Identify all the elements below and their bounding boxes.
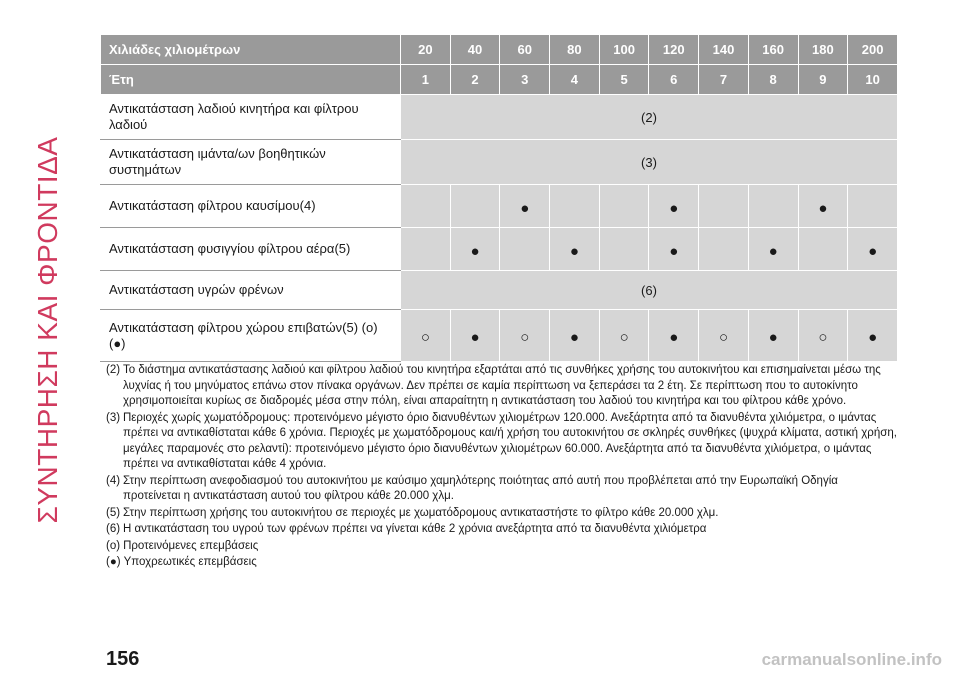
legend-text: Προτεινόμενες επεμβάσεις	[123, 539, 259, 552]
header-row-years	[101, 65, 898, 95]
schedule-cell	[550, 185, 600, 228]
schedule-cell	[500, 228, 550, 271]
header-year-cell: 2	[450, 65, 500, 95]
table-row	[101, 271, 898, 310]
footnote-tag: (5)	[106, 506, 121, 519]
schedule-cell	[450, 185, 500, 228]
schedule-cell	[748, 310, 798, 362]
header-km-cell: 140	[699, 35, 749, 65]
footnote-text: Στην περίπτωση ανεφοδιασμού του αυτοκινήτου με καύσιμο χαμηλότερης ποιότητας από αυτή που προβλέπεται από την Ευρωπαϊκή Οδηγία προτείνεται η αντικατάσταση αυτού του φίλτρου κάθε 20.000 χλμ.	[123, 474, 838, 502]
schedule-cell	[450, 310, 500, 362]
schedule-cell	[848, 310, 898, 362]
mark: ●	[520, 199, 530, 217]
footnote-text: Η αντικατάσταση του υγρού των φρένων πρέπει να γίνεται κάθε 2 χρόνια ανεξάρτητα από τα διανυθέντα χιλιόμετρα	[123, 523, 707, 535]
schedule-cell	[450, 228, 500, 271]
schedule-cell	[550, 228, 600, 271]
schedule-cell	[798, 228, 848, 271]
mark: ●	[470, 329, 480, 346]
header-year-cell: 7	[699, 65, 749, 95]
row-label: Αντικατάσταση ιμάντα/ων βοηθητικών συστημάτων	[101, 140, 401, 185]
header-year-cell: 9	[798, 65, 848, 95]
span-cell: (6)	[401, 271, 898, 310]
schedule-cell	[599, 185, 649, 228]
footnote-text: Το διάστημα αντικατάστασης λαδιού και φίλτρου λαδιού του κινητήρα εξαρτάται από τις συνθήκες χρήσης του αυτοκινήτου και επισημαίνεται μέσω της λυχνίας ή του μηνύματος επάνω στον πίνακα οργάνων. Δεν πρέπει σε καμία περίπτωση να ξεπεράσει τα 2 έτη. Σε περίπτωση που το αυτοκίνητο χρησιμοποιείται κυρίως σε διαδρομές μέσα στην πόλη, είναι απαραίτητη η αντικατάσταση του λαδιού του κινητήρα και του φίλτρου κάθε χρόνο.	[123, 364, 881, 407]
footnote-tag: (3)	[106, 411, 121, 424]
schedule-cell	[848, 228, 898, 271]
schedule-cell	[401, 228, 451, 271]
schedule-cell	[748, 228, 798, 271]
schedule-cell	[798, 310, 848, 362]
row-label: Αντικατάσταση φίλτρου χώρου επιβατών(5) (ο) (●)	[101, 310, 401, 362]
footnotes	[106, 363, 898, 572]
table-row	[101, 95, 898, 140]
header-km-cell: 40	[450, 35, 500, 65]
footnote-tag: (2)	[106, 364, 121, 376]
schedule-cell	[599, 228, 649, 271]
schedule-cell	[748, 185, 798, 228]
schedule-cell	[848, 185, 898, 228]
maintenance-schedule-table	[100, 34, 898, 362]
header-km-cell: 160	[748, 35, 798, 65]
mark: ○	[520, 329, 530, 346]
schedule-cell	[798, 185, 848, 228]
schedule-cell	[699, 228, 749, 271]
mark: ●	[818, 199, 828, 217]
table-row	[101, 185, 898, 228]
mark: ○	[619, 329, 629, 346]
row-label: Αντικατάσταση φίλτρου καυσίμου(4)	[101, 185, 401, 228]
table-row	[101, 228, 898, 271]
header-km-cell: 80	[550, 35, 600, 65]
header-years-label: Έτη	[101, 65, 401, 95]
header-km-cell: 60	[500, 35, 550, 65]
footnote-text: Περιοχές χωρίς χωματόδρομους: προτεινόμενο μέγιστο όριο διανυθέντων χιλιομέτρων 120.000. Ανεξάρτητα από τα διανυθέντα χιλιόμετρα, ο ιμάντας πρέπει να αντικαθίσταται κάθε 6 χρόνια. Περιοχές με χωματόδρομους και/ή χρήση του αυτοκινήτου σε σκληρές συνθήκες (ψυχρά κλίματα, αστική χρήση, μεγάλες παραμονές στο ρελαντί): προτεινόμενο μέγιστο όριο διανυθέντων χιλιομέτρων 60.000. Ανεξάρτητα από τα διανυθέντα χιλιόμετρα, ο ιμάντας πρέπει να αντικαθίσταται κάθε 4 χρόνια.	[123, 411, 897, 470]
mark: ●	[669, 199, 679, 217]
footnote	[106, 411, 898, 473]
header-km-cell: 100	[599, 35, 649, 65]
mark: ●	[768, 242, 778, 260]
schedule-cell	[649, 310, 699, 362]
mark: ●	[669, 242, 679, 260]
footnote	[106, 522, 898, 538]
schedule-cell	[699, 310, 749, 362]
header-km-cell: 180	[798, 35, 848, 65]
header-year-cell: 3	[500, 65, 550, 95]
table-row	[101, 140, 898, 185]
mark: ○	[718, 329, 728, 346]
schedule-cell	[401, 310, 451, 362]
header-year-cell: 5	[599, 65, 649, 95]
schedule-cell	[599, 310, 649, 362]
span-cell: (2)	[401, 95, 898, 140]
header-year-cell: 6	[649, 65, 699, 95]
footnote	[106, 506, 898, 522]
legend-mandatory	[106, 555, 898, 571]
mark: ●	[470, 242, 480, 260]
schedule-cell	[500, 310, 550, 362]
footnote-text: Στην περίπτωση χρήσης του αυτοκινήτου σε περιοχές με χωματόδρομους αντικαταστήστε το φίλτρο κάθε 20.000 χλμ.	[123, 506, 719, 519]
mark: ○	[420, 329, 430, 346]
legend-text: Υποχρεωτικές επεμβάσεις	[123, 556, 257, 568]
header-km-cell: 20	[401, 35, 451, 65]
row-label: Αντικατάσταση υγρών φρένων	[101, 271, 401, 310]
schedule-cell	[649, 228, 699, 271]
schedule-cell	[649, 185, 699, 228]
footnote-tag: (6)	[106, 523, 121, 535]
schedule-cell	[550, 310, 600, 362]
schedule-cell	[500, 185, 550, 228]
table-row	[101, 310, 898, 362]
header-year-cell: 10	[848, 65, 898, 95]
mark: ●	[868, 242, 878, 260]
mark: ●	[569, 329, 579, 346]
mark: ●	[669, 329, 679, 346]
legend-tag: (ο)	[106, 539, 121, 552]
header-year-cell: 1	[401, 65, 451, 95]
mark: ○	[818, 329, 828, 346]
footnote	[106, 363, 898, 410]
footnote-tag: (4)	[106, 474, 121, 487]
mark: ●	[569, 242, 579, 260]
page-number: 156	[106, 648, 140, 670]
header-km-cell: 120	[649, 35, 699, 65]
header-year-cell: 8	[748, 65, 798, 95]
header-row-km	[101, 35, 898, 65]
mark: ●	[768, 329, 778, 346]
mark: ●	[868, 329, 878, 346]
row-label: Αντικατάσταση λαδιού κινητήρα και φίλτρου λαδιού	[101, 95, 401, 140]
legend-recommended	[106, 539, 898, 555]
legend-tag: (●)	[106, 556, 121, 568]
row-label: Αντικατάσταση φυσιγγίου φίλτρου αέρα(5)	[101, 228, 401, 271]
watermark: carmanualsonline.info	[761, 650, 942, 669]
schedule-cell	[699, 185, 749, 228]
footnote	[106, 474, 898, 505]
schedule-cell	[401, 185, 451, 228]
section-side-title: ΣΥΝΤΗΡΗΣΗ ΚΑΙ ΦΡΟΝΤΙΔΑ	[32, 136, 63, 524]
header-km-cell: 200	[848, 35, 898, 65]
span-cell: (3)	[401, 140, 898, 185]
header-year-cell: 4	[550, 65, 600, 95]
header-km-label: Χιλιάδες χιλιομέτρων	[101, 35, 401, 65]
